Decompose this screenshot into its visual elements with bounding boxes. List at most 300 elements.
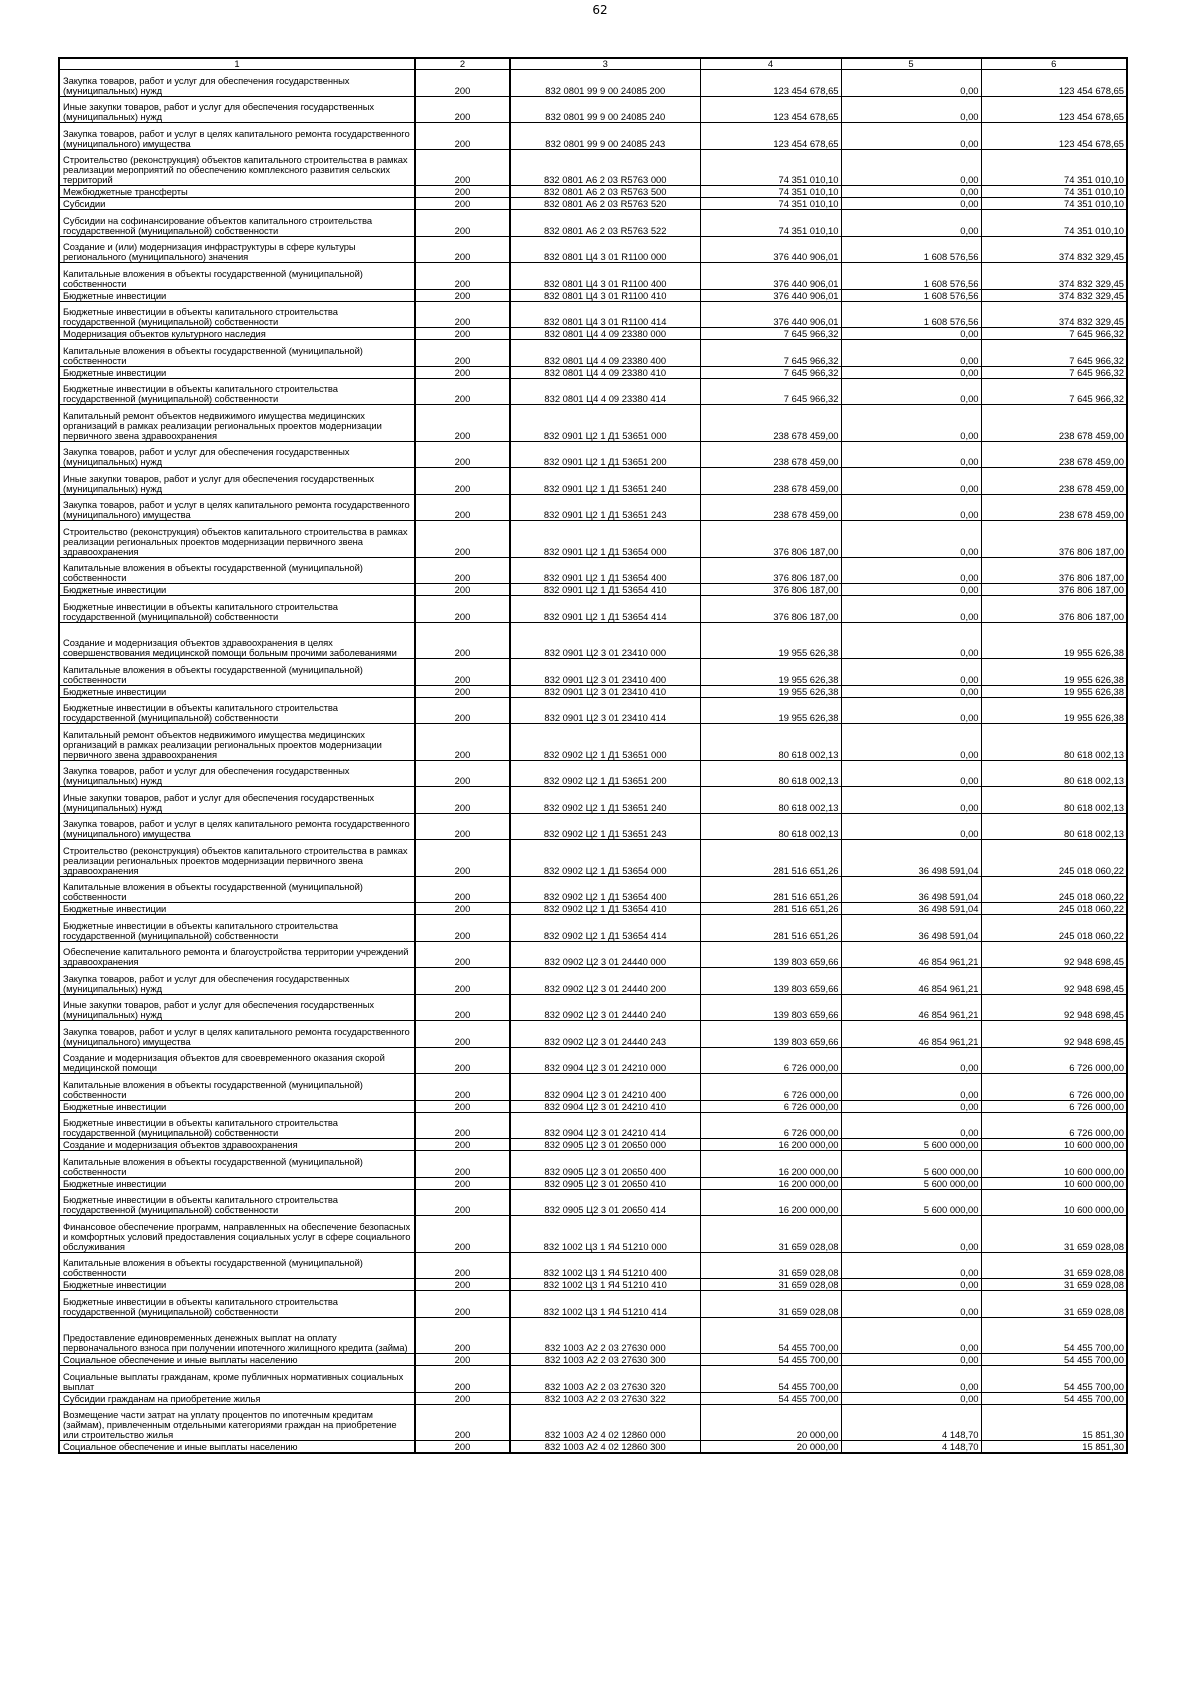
row-amount-total: 6 726 000,00 [700, 1074, 841, 1101]
table-row [59, 1291, 1127, 1318]
row-amount-executed: 36 498 591,04 [841, 876, 981, 903]
row-amount-executed: 0,00 [841, 468, 981, 495]
row-name: Создание и модернизация объектов здравоохранения [59, 1139, 415, 1151]
row-amount-remaining: 92 948 698,45 [981, 994, 1127, 1021]
table-row [59, 210, 1127, 237]
table-row [59, 263, 1127, 290]
row-amount-remaining: 6 726 000,00 [981, 1112, 1127, 1139]
row-amount-remaining: 80 618 002,13 [981, 787, 1127, 814]
table-row [59, 123, 1127, 150]
row-amount-remaining: 376 806 187,00 [981, 584, 1127, 596]
row-amount-total: 20 000,00 [700, 1441, 841, 1453]
row-admin-code: 200 [415, 198, 510, 210]
row-amount-executed: 5 600 000,00 [841, 1189, 981, 1216]
row-amount-remaining: 374 832 329,45 [981, 289, 1127, 301]
row-amount-executed: 5 600 000,00 [841, 1177, 981, 1189]
row-amount-remaining: 54 455 700,00 [981, 1392, 1127, 1404]
row-classification-code: 832 0801 99 9 00 24085 200 [510, 70, 700, 97]
row-amount-remaining: 245 018 060,22 [981, 876, 1127, 903]
table-row [59, 915, 1127, 942]
row-amount-remaining: 7 645 966,32 [981, 328, 1127, 340]
budget-table [58, 57, 1128, 1454]
row-amount-total: 74 351 010,10 [700, 186, 841, 198]
row-classification-code: 832 0801 Ц4 3 01 R1100 410 [510, 289, 700, 301]
row-classification-code: 832 0901 Ц2 1 Д1 53651 200 [510, 441, 700, 468]
row-name: Бюджетные инвестиции [59, 685, 415, 697]
row-amount-remaining: 54 455 700,00 [981, 1317, 1127, 1354]
column-header-2: 2 [415, 58, 510, 70]
row-name: Капитальные вложения в объекты государственной (муниципальной) собственности [59, 659, 415, 686]
row-amount-remaining: 7 645 966,32 [981, 340, 1127, 367]
row-classification-code: 832 1002 Ц3 1 Я4 51210 410 [510, 1279, 700, 1291]
row-classification-code: 832 0902 Ц2 1 Д1 53651 200 [510, 760, 700, 787]
row-amount-executed: 0,00 [841, 210, 981, 237]
row-amount-total: 20 000,00 [700, 1404, 841, 1441]
table-row [59, 521, 1127, 558]
row-amount-total: 139 803 659,66 [700, 941, 841, 968]
row-amount-remaining: 31 659 028,08 [981, 1279, 1127, 1291]
row-amount-remaining: 15 851,30 [981, 1404, 1127, 1441]
row-amount-remaining: 238 678 459,00 [981, 468, 1127, 495]
row-amount-total: 54 455 700,00 [700, 1392, 841, 1404]
row-admin-code: 200 [415, 328, 510, 340]
row-amount-total: 123 454 678,65 [700, 96, 841, 123]
row-amount-total: 238 678 459,00 [700, 441, 841, 468]
row-amount-executed: 0,00 [841, 1252, 981, 1279]
budget-table-container [58, 57, 1128, 1454]
row-classification-code: 832 0904 Ц2 3 01 24210 410 [510, 1100, 700, 1112]
row-admin-code: 200 [415, 210, 510, 237]
row-amount-remaining: 374 832 329,45 [981, 301, 1127, 328]
row-classification-code: 832 0902 Ц2 1 Д1 53654 410 [510, 903, 700, 915]
row-admin-code: 200 [415, 915, 510, 942]
row-admin-code: 200 [415, 1139, 510, 1151]
row-amount-total: 6 726 000,00 [700, 1112, 841, 1139]
table-row [59, 378, 1127, 405]
row-amount-remaining: 19 955 626,38 [981, 622, 1127, 659]
row-admin-code: 200 [415, 903, 510, 915]
row-classification-code: 832 0801 Ц4 4 09 23380 400 [510, 340, 700, 367]
row-name: Бюджетные инвестиции [59, 1279, 415, 1291]
row-amount-total: 16 200 000,00 [700, 1177, 841, 1189]
row-amount-executed: 0,00 [841, 1047, 981, 1074]
row-name: Бюджетные инвестиции [59, 366, 415, 378]
table-row [59, 70, 1127, 97]
table-row [59, 1404, 1127, 1441]
table-row [59, 994, 1127, 1021]
row-name: Финансовое обеспечение программ, направленных на обеспечение безопасных и комфортных условий предоставления социальных услуг в сфере социального обслуживания [59, 1216, 415, 1253]
row-amount-executed: 0,00 [841, 787, 981, 814]
row-amount-executed: 0,00 [841, 685, 981, 697]
row-amount-total: 16 200 000,00 [700, 1139, 841, 1151]
row-amount-total: 74 351 010,10 [700, 149, 841, 186]
row-amount-executed: 5 600 000,00 [841, 1151, 981, 1178]
row-amount-executed: 0,00 [841, 198, 981, 210]
row-amount-executed: 0,00 [841, 328, 981, 340]
row-amount-total: 7 645 966,32 [700, 328, 841, 340]
row-admin-code: 200 [415, 1189, 510, 1216]
row-amount-remaining: 15 851,30 [981, 1441, 1127, 1453]
table-row [59, 760, 1127, 787]
column-header-5: 5 [841, 58, 981, 70]
row-amount-remaining: 10 600 000,00 [981, 1151, 1127, 1178]
row-amount-remaining: 80 618 002,13 [981, 760, 1127, 787]
row-name: Капитальный ремонт объектов недвижимого имущества медицинских организаций в рамках реализации региональных проектов модернизации первичного звена здравоохранения [59, 724, 415, 761]
row-amount-remaining: 19 955 626,38 [981, 697, 1127, 724]
table-row [59, 1074, 1127, 1101]
row-name: Капитальные вложения в объекты государственной (муниципальной) собственности [59, 340, 415, 367]
row-name: Капитальные вложения в объекты государственной (муниципальной) собственности [59, 1074, 415, 1101]
row-amount-remaining: 374 832 329,45 [981, 263, 1127, 290]
row-amount-total: 16 200 000,00 [700, 1151, 841, 1178]
row-amount-remaining: 31 659 028,08 [981, 1216, 1127, 1253]
row-amount-total: 376 806 187,00 [700, 521, 841, 558]
row-name: Капитальные вложения в объекты государственной (муниципальной) собственности [59, 876, 415, 903]
table-row [59, 149, 1127, 186]
table-row [59, 1112, 1127, 1139]
row-amount-remaining: 123 454 678,65 [981, 123, 1127, 150]
row-amount-remaining: 10 600 000,00 [981, 1177, 1127, 1189]
row-name: Субсидии [59, 198, 415, 210]
row-name: Предоставление единовременных денежных выплат на оплату первоначального взноса при получении ипотечного жилищного кредита (займа) [59, 1317, 415, 1354]
row-classification-code: 832 0901 Ц2 1 Д1 53654 400 [510, 557, 700, 584]
row-amount-total: 238 678 459,00 [700, 494, 841, 521]
row-name: Создание и модернизация объектов для своевременного оказания скорой медицинской помощи [59, 1047, 415, 1074]
table-row [59, 1216, 1127, 1253]
row-amount-total: 281 516 651,26 [700, 903, 841, 915]
row-amount-executed: 0,00 [841, 521, 981, 558]
row-amount-remaining: 10 600 000,00 [981, 1189, 1127, 1216]
row-admin-code: 200 [415, 1317, 510, 1354]
row-admin-code: 200 [415, 697, 510, 724]
row-amount-remaining: 245 018 060,22 [981, 903, 1127, 915]
row-amount-total: 6 726 000,00 [700, 1047, 841, 1074]
row-classification-code: 832 0902 Ц2 1 Д1 53651 243 [510, 813, 700, 840]
row-amount-total: 6 726 000,00 [700, 1100, 841, 1112]
row-name: Закупка товаров, работ и услуг для обеспечения государственных (муниципальных) нужд [59, 760, 415, 787]
row-admin-code: 200 [415, 340, 510, 367]
row-amount-executed: 0,00 [841, 366, 981, 378]
row-name: Бюджетные инвестиции в объекты капитального строительства государственной (муниципальной) собственности [59, 1291, 415, 1318]
row-classification-code: 832 1003 А2 2 03 27630 000 [510, 1317, 700, 1354]
row-amount-remaining: 6 726 000,00 [981, 1074, 1127, 1101]
row-amount-remaining: 92 948 698,45 [981, 968, 1127, 995]
row-name: Капитальные вложения в объекты государственной (муниципальной) собственности [59, 1151, 415, 1178]
row-classification-code: 832 1003 А2 4 02 12860 000 [510, 1404, 700, 1441]
row-admin-code: 200 [415, 596, 510, 623]
row-amount-executed: 0,00 [841, 1317, 981, 1354]
table-row [59, 236, 1127, 263]
table-row [59, 584, 1127, 596]
row-amount-executed: 0,00 [841, 149, 981, 186]
row-admin-code: 200 [415, 968, 510, 995]
row-amount-executed: 0,00 [841, 697, 981, 724]
row-classification-code: 832 1002 Ц3 1 Я4 51210 414 [510, 1291, 700, 1318]
row-admin-code: 200 [415, 840, 510, 877]
table-row [59, 468, 1127, 495]
row-admin-code: 200 [415, 1216, 510, 1253]
table-row [59, 1177, 1127, 1189]
row-classification-code: 832 0801 А6 2 03 R5763 522 [510, 210, 700, 237]
row-name: Иные закупки товаров, работ и услуг для обеспечения государственных (муниципальных) нужд [59, 787, 415, 814]
row-admin-code: 200 [415, 468, 510, 495]
row-amount-remaining: 74 351 010,10 [981, 149, 1127, 186]
row-name: Бюджетные инвестиции [59, 289, 415, 301]
row-amount-executed: 4 148,70 [841, 1441, 981, 1453]
row-classification-code: 832 0801 А6 2 03 R5763 000 [510, 149, 700, 186]
row-amount-executed: 0,00 [841, 557, 981, 584]
row-name: Бюджетные инвестиции в объекты капитального строительства государственной (муниципальной) собственности [59, 301, 415, 328]
row-admin-code: 200 [415, 123, 510, 150]
row-amount-executed: 0,00 [841, 1216, 981, 1253]
row-amount-executed: 0,00 [841, 1279, 981, 1291]
row-classification-code: 832 0905 Ц2 3 01 20650 400 [510, 1151, 700, 1178]
row-amount-executed: 0,00 [841, 405, 981, 442]
row-amount-remaining: 92 948 698,45 [981, 1021, 1127, 1048]
row-name: Возмещение части затрат на уплату процентов по ипотечным кредитам (займам), привлеченным отдельными категориями граждан на приобретение или строительство жилья [59, 1404, 415, 1441]
row-name: Строительство (реконструкция) объектов капитального строительства в рамках реализации мероприятий по обеспечению комплексного развития сельских территорий [59, 149, 415, 186]
row-amount-total: 19 955 626,38 [700, 685, 841, 697]
row-admin-code: 200 [415, 659, 510, 686]
row-admin-code: 200 [415, 1021, 510, 1048]
row-classification-code: 832 1002 Ц3 1 Я4 51210 400 [510, 1252, 700, 1279]
row-amount-remaining: 376 806 187,00 [981, 557, 1127, 584]
row-classification-code: 832 0801 99 9 00 24085 243 [510, 123, 700, 150]
row-admin-code: 200 [415, 994, 510, 1021]
table-row [59, 494, 1127, 521]
row-name: Бюджетные инвестиции [59, 1100, 415, 1112]
row-amount-total: 7 645 966,32 [700, 340, 841, 367]
row-amount-total: 376 806 187,00 [700, 557, 841, 584]
row-amount-executed: 36 498 591,04 [841, 915, 981, 942]
row-name: Закупка товаров, работ и услуг в целях капитального ремонта государственного (муниципального) имущества [59, 813, 415, 840]
column-header-4: 4 [700, 58, 841, 70]
row-amount-remaining: 54 455 700,00 [981, 1366, 1127, 1393]
row-amount-total: 139 803 659,66 [700, 968, 841, 995]
row-classification-code: 832 0901 Ц2 3 01 23410 400 [510, 659, 700, 686]
row-amount-remaining: 19 955 626,38 [981, 685, 1127, 697]
row-amount-executed: 0,00 [841, 441, 981, 468]
table-row [59, 441, 1127, 468]
row-name: Субсидии на софинансирование объектов капитального строительства государственной (муниципальной) собственности [59, 210, 415, 237]
row-admin-code: 200 [415, 1354, 510, 1366]
row-name: Создание и (или) модернизация инфраструктуры в сфере культуры регионального (муниципального) значения [59, 236, 415, 263]
row-amount-total: 31 659 028,08 [700, 1291, 841, 1318]
row-classification-code: 832 1003 А2 2 03 27630 300 [510, 1354, 700, 1366]
row-amount-executed: 0,00 [841, 1074, 981, 1101]
row-name: Капитальные вложения в объекты государственной (муниципальной) собственности [59, 1252, 415, 1279]
table-row [59, 1392, 1127, 1404]
page-number: 62 [592, 3, 608, 17]
row-amount-executed: 1 608 576,56 [841, 236, 981, 263]
row-amount-executed: 36 498 591,04 [841, 840, 981, 877]
row-amount-remaining: 7 645 966,32 [981, 378, 1127, 405]
table-row [59, 1252, 1127, 1279]
row-amount-executed: 0,00 [841, 584, 981, 596]
row-classification-code: 832 0902 Ц2 3 01 24440 243 [510, 1021, 700, 1048]
row-amount-total: 54 455 700,00 [700, 1317, 841, 1354]
row-amount-remaining: 31 659 028,08 [981, 1252, 1127, 1279]
row-admin-code: 200 [415, 1279, 510, 1291]
row-amount-executed: 46 854 961,21 [841, 1021, 981, 1048]
row-amount-remaining: 374 832 329,45 [981, 236, 1127, 263]
row-classification-code: 832 0902 Ц2 1 Д1 53654 000 [510, 840, 700, 877]
row-classification-code: 832 0801 Ц4 4 09 23380 414 [510, 378, 700, 405]
row-amount-executed: 0,00 [841, 1392, 981, 1404]
row-amount-executed: 0,00 [841, 1354, 981, 1366]
row-amount-executed: 0,00 [841, 813, 981, 840]
row-amount-total: 7 645 966,32 [700, 378, 841, 405]
row-name: Бюджетные инвестиции [59, 584, 415, 596]
row-amount-remaining: 74 351 010,10 [981, 210, 1127, 237]
row-amount-executed: 0,00 [841, 494, 981, 521]
row-name: Бюджетные инвестиции в объекты капитального строительства государственной (муниципальной) собственности [59, 697, 415, 724]
row-amount-total: 19 955 626,38 [700, 622, 841, 659]
row-classification-code: 832 0902 Ц2 1 Д1 53651 240 [510, 787, 700, 814]
row-amount-total: 376 440 906,01 [700, 263, 841, 290]
row-name: Капитальные вложения в объекты государственной (муниципальной) собственности [59, 263, 415, 290]
table-row [59, 328, 1127, 340]
row-classification-code: 832 0801 А6 2 03 R5763 500 [510, 186, 700, 198]
row-admin-code: 200 [415, 1441, 510, 1453]
row-name: Социальные выплаты гражданам, кроме публичных нормативных социальных выплат [59, 1366, 415, 1393]
row-amount-remaining: 245 018 060,22 [981, 840, 1127, 877]
row-admin-code: 200 [415, 584, 510, 596]
row-admin-code: 200 [415, 1100, 510, 1112]
row-admin-code: 200 [415, 186, 510, 198]
row-amount-total: 80 618 002,13 [700, 760, 841, 787]
row-classification-code: 832 0901 Ц2 1 Д1 53654 000 [510, 521, 700, 558]
row-admin-code: 200 [415, 941, 510, 968]
row-amount-total: 54 455 700,00 [700, 1366, 841, 1393]
table-row [59, 1354, 1127, 1366]
row-amount-remaining: 123 454 678,65 [981, 96, 1127, 123]
row-amount-remaining: 6 726 000,00 [981, 1100, 1127, 1112]
row-amount-executed: 0,00 [841, 123, 981, 150]
row-amount-total: 80 618 002,13 [700, 724, 841, 761]
row-amount-executed: 46 854 961,21 [841, 968, 981, 995]
table-row [59, 840, 1127, 877]
row-classification-code: 832 0902 Ц2 1 Д1 53654 414 [510, 915, 700, 942]
row-amount-executed: 0,00 [841, 1291, 981, 1318]
row-name: Создание и модернизация объектов здравоохранения в целях совершенствования медицинской помощи больным прочими заболеваниями [59, 622, 415, 659]
row-name: Закупка товаров, работ и услуг для обеспечения государственных (муниципальных) нужд [59, 968, 415, 995]
row-amount-remaining: 10 600 000,00 [981, 1139, 1127, 1151]
row-classification-code: 832 0902 Ц2 3 01 24440 000 [510, 941, 700, 968]
row-amount-executed: 0,00 [841, 622, 981, 659]
row-admin-code: 200 [415, 70, 510, 97]
row-admin-code: 200 [415, 441, 510, 468]
row-amount-executed: 1 608 576,56 [841, 301, 981, 328]
table-row [59, 1021, 1127, 1048]
table-row [59, 1317, 1127, 1354]
table-row [59, 1441, 1127, 1453]
row-amount-total: 139 803 659,66 [700, 1021, 841, 1048]
table-row [59, 366, 1127, 378]
row-classification-code: 832 0901 Ц2 1 Д1 53651 240 [510, 468, 700, 495]
row-classification-code: 832 0902 Ц2 3 01 24440 240 [510, 994, 700, 1021]
row-name: Закупка товаров, работ и услуг для обеспечения государственных (муниципальных) нужд [59, 441, 415, 468]
row-amount-remaining: 376 806 187,00 [981, 596, 1127, 623]
row-admin-code: 200 [415, 494, 510, 521]
row-amount-total: 238 678 459,00 [700, 468, 841, 495]
table-row [59, 697, 1127, 724]
row-name: Обеспечение капитального ремонта и благоустройства территории учреждений здравоохранения [59, 941, 415, 968]
row-amount-total: 376 440 906,01 [700, 301, 841, 328]
row-amount-remaining: 238 678 459,00 [981, 494, 1127, 521]
table-row [59, 1366, 1127, 1393]
column-header-3: 3 [510, 58, 700, 70]
row-admin-code: 200 [415, 1047, 510, 1074]
row-amount-remaining: 19 955 626,38 [981, 659, 1127, 686]
row-amount-total: 16 200 000,00 [700, 1189, 841, 1216]
row-name: Закупка товаров, работ и услуг в целях капитального ремонта государственного (муниципального) имущества [59, 123, 415, 150]
table-row [59, 685, 1127, 697]
row-amount-total: 376 806 187,00 [700, 596, 841, 623]
column-header-6: 6 [981, 58, 1127, 70]
row-classification-code: 832 0902 Ц2 3 01 24440 200 [510, 968, 700, 995]
table-row [59, 340, 1127, 367]
row-admin-code: 200 [415, 1252, 510, 1279]
row-amount-remaining: 31 659 028,08 [981, 1291, 1127, 1318]
row-classification-code: 832 0904 Ц2 3 01 24210 400 [510, 1074, 700, 1101]
row-admin-code: 200 [415, 813, 510, 840]
row-amount-remaining: 74 351 010,10 [981, 186, 1127, 198]
row-amount-executed: 1 608 576,56 [841, 289, 981, 301]
row-admin-code: 200 [415, 96, 510, 123]
row-admin-code: 200 [415, 685, 510, 697]
table-row [59, 903, 1127, 915]
row-admin-code: 200 [415, 1291, 510, 1318]
table-row [59, 596, 1127, 623]
row-amount-remaining: 54 455 700,00 [981, 1354, 1127, 1366]
row-amount-executed: 4 148,70 [841, 1404, 981, 1441]
row-admin-code: 200 [415, 149, 510, 186]
row-amount-total: 238 678 459,00 [700, 405, 841, 442]
row-classification-code: 832 1003 А2 4 02 12860 300 [510, 1441, 700, 1453]
row-amount-executed: 0,00 [841, 659, 981, 686]
row-amount-total: 7 645 966,32 [700, 366, 841, 378]
row-classification-code: 832 1003 А2 2 03 27630 320 [510, 1366, 700, 1393]
row-admin-code: 200 [415, 301, 510, 328]
row-amount-remaining: 80 618 002,13 [981, 724, 1127, 761]
row-admin-code: 200 [415, 787, 510, 814]
row-amount-total: 80 618 002,13 [700, 787, 841, 814]
row-classification-code: 832 0904 Ц2 3 01 24210 414 [510, 1112, 700, 1139]
table-row [59, 1151, 1127, 1178]
row-classification-code: 832 0801 99 9 00 24085 240 [510, 96, 700, 123]
row-classification-code: 832 0905 Ц2 3 01 20650 000 [510, 1139, 700, 1151]
row-name: Капитальный ремонт объектов недвижимого имущества медицинских организаций в рамках реализации региональных проектов модернизации первичного звена здравоохранения [59, 405, 415, 442]
row-classification-code: 832 1002 Ц3 1 Я4 51210 000 [510, 1216, 700, 1253]
row-amount-executed: 0,00 [841, 1366, 981, 1393]
row-amount-executed: 0,00 [841, 1100, 981, 1112]
table-row [59, 557, 1127, 584]
row-amount-total: 19 955 626,38 [700, 697, 841, 724]
row-admin-code: 200 [415, 1392, 510, 1404]
row-admin-code: 200 [415, 1177, 510, 1189]
row-name: Бюджетные инвестиции [59, 1177, 415, 1189]
row-amount-executed: 0,00 [841, 724, 981, 761]
row-classification-code: 832 0902 Ц2 1 Д1 53651 000 [510, 724, 700, 761]
row-amount-total: 281 516 651,26 [700, 840, 841, 877]
row-amount-executed: 36 498 591,04 [841, 903, 981, 915]
row-amount-total: 139 803 659,66 [700, 994, 841, 1021]
row-amount-remaining: 245 018 060,22 [981, 915, 1127, 942]
table-row [59, 198, 1127, 210]
table-row [59, 876, 1127, 903]
row-classification-code: 832 0901 Ц2 3 01 23410 410 [510, 685, 700, 697]
